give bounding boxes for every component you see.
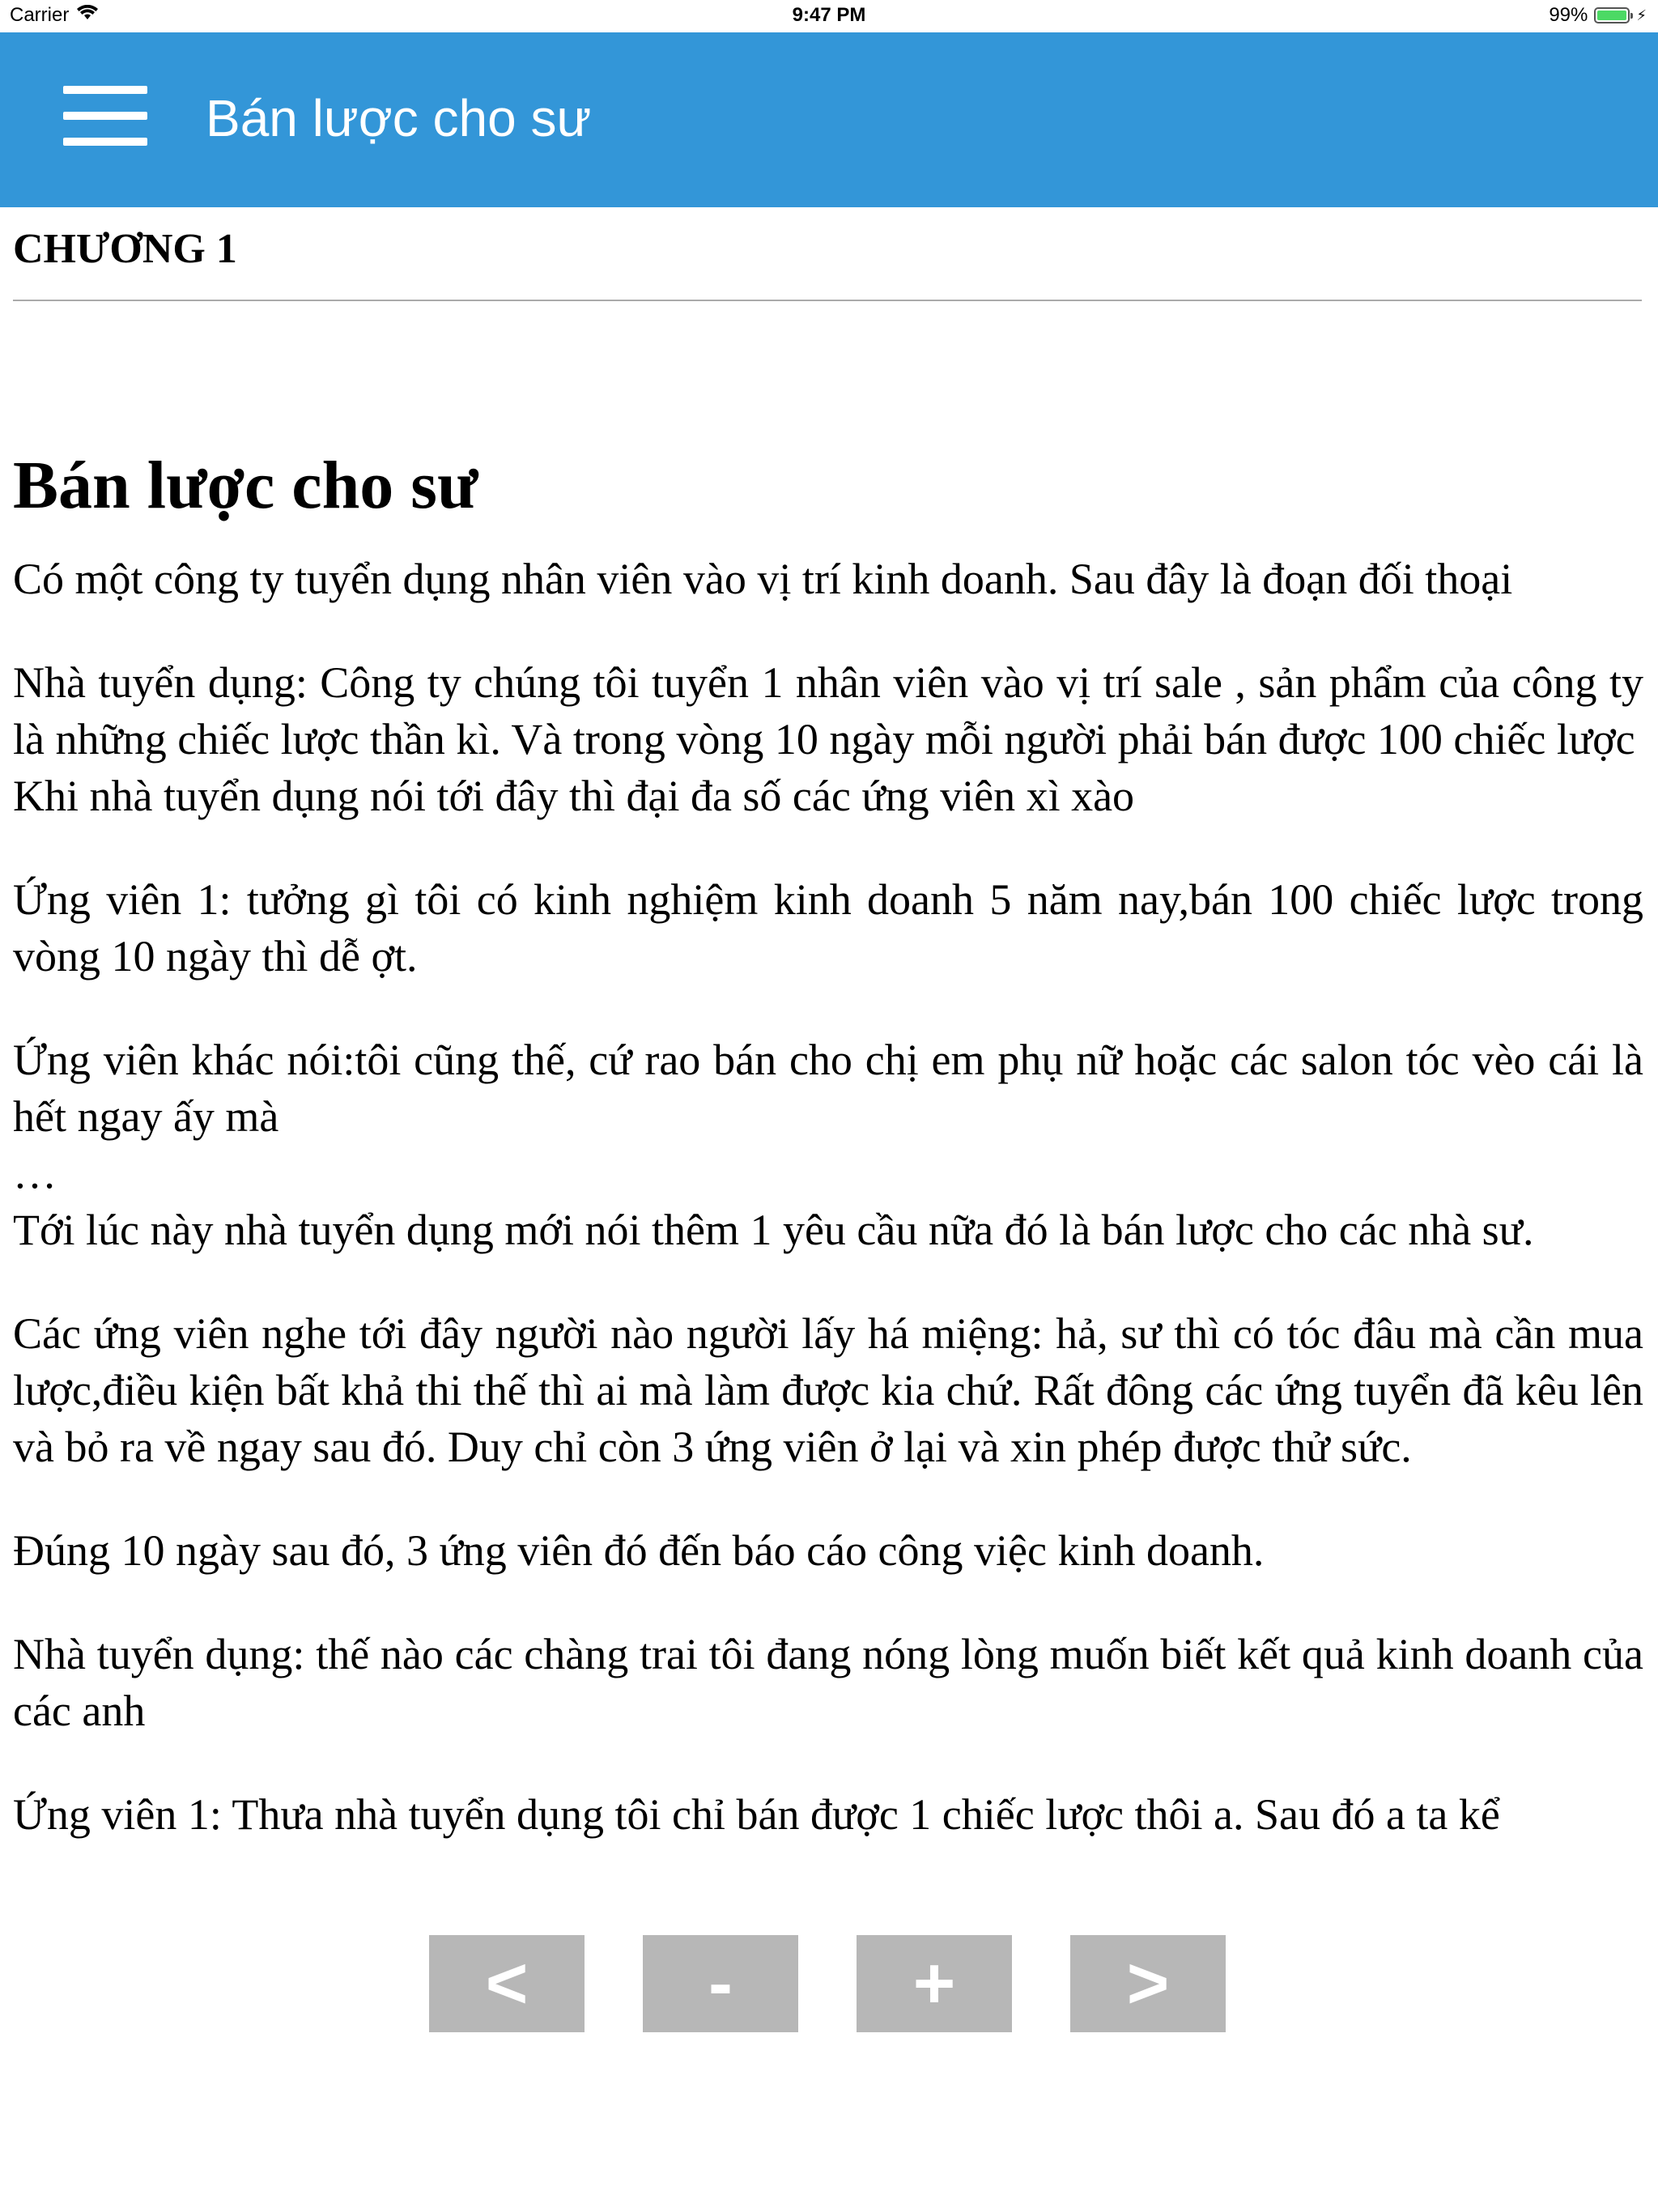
paragraph: Ứng viên khác nói:tôi cũng thế, cứ rao bán cho chị em phụ nữ hoặc các salon tóc vèo cái là hết ngay ấy mà … Tới lúc này nhà tuyển dụng mới nói thêm 1 yêu cầu nữa đó là bán lược cho các nhà sư. bbox=[13, 1036, 1643, 1254]
charging-icon: ⚡ bbox=[1636, 6, 1647, 23]
decrease-font-button[interactable]: - bbox=[643, 1935, 798, 2032]
paragraph: Có một công ty tuyển dụng nhân viên vào vị trí kinh doanh. Sau đây là đoạn đối thoại bbox=[13, 555, 1513, 603]
status-right bbox=[1549, 4, 1647, 27]
article-content[interactable] bbox=[13, 437, 1643, 2044]
paragraph: Đúng 10 ngày sau đó, 3 ứng viên đó đến báo cáo công việc kinh doanh. bbox=[13, 1526, 1265, 1575]
paragraph: Các ứng viên nghe tới đây người nào người lấy há miệng: hả, sư thì có tóc đâu mà cần mua lược,điều kiện bất khả thi thế thì ai mà làm được kia chứ. Rất đông các ứng tuyển đã kêu lên và bỏ ra về ngay sau đó. Duy chỉ còn 3 ứng viên ở lại và xin phép được thử sức. bbox=[13, 1309, 1643, 1471]
nav-bar bbox=[0, 32, 1658, 207]
battery-fill bbox=[1597, 11, 1626, 20]
nav-title: Bán lược cho sư bbox=[206, 89, 592, 147]
carrier-label: Carrier bbox=[10, 4, 70, 26]
next-chapter-button[interactable]: > bbox=[1070, 1935, 1226, 2032]
paragraph: Ứng viên 1: tưởng gì tôi có kinh nghiệm kinh doanh 5 năm nay,bán 100 chiếc lược trong vòng 10 ngày thì dễ ợt. bbox=[13, 875, 1643, 981]
hamburger-icon[interactable] bbox=[63, 86, 149, 147]
reader-controls bbox=[429, 1935, 1227, 2032]
status-bar bbox=[0, 0, 1658, 32]
article-title: Bán lược cho sư bbox=[13, 448, 478, 523]
paragraph: Nhà tuyển dụng: Công ty chúng tôi tuyển 1 nhân viên vào vị trí sale , sản phẩm của công ty là những chiếc lược thần kì. Và trong vòng 10 ngày mỗi người phải bán được 100 chiếc lược Khi nhà tuyển dụng nói tới đây thì đại đa số các ứng viên xì xào bbox=[13, 658, 1643, 820]
battery-icon bbox=[1594, 7, 1630, 23]
paragraph: Ứng viên 1: Thưa nhà tuyển dụng tôi chỉ bán được 1 chiếc lược thôi a. Sau đó a ta kể bbox=[13, 1790, 1500, 1839]
paragraph: Nhà tuyển dụng: thế nào các chàng trai tôi đang nóng lòng muốn biết kết quả kinh doanh của các anh bbox=[13, 1630, 1643, 1735]
divider bbox=[13, 300, 1642, 301]
previous-chapter-button[interactable]: < bbox=[429, 1935, 585, 2032]
increase-font-button[interactable]: + bbox=[857, 1935, 1012, 2032]
battery-percent: 99% bbox=[1549, 4, 1588, 26]
chapter-label: CHƯƠNG 1 bbox=[13, 226, 237, 272]
status-time: 9:47 PM bbox=[792, 4, 866, 26]
